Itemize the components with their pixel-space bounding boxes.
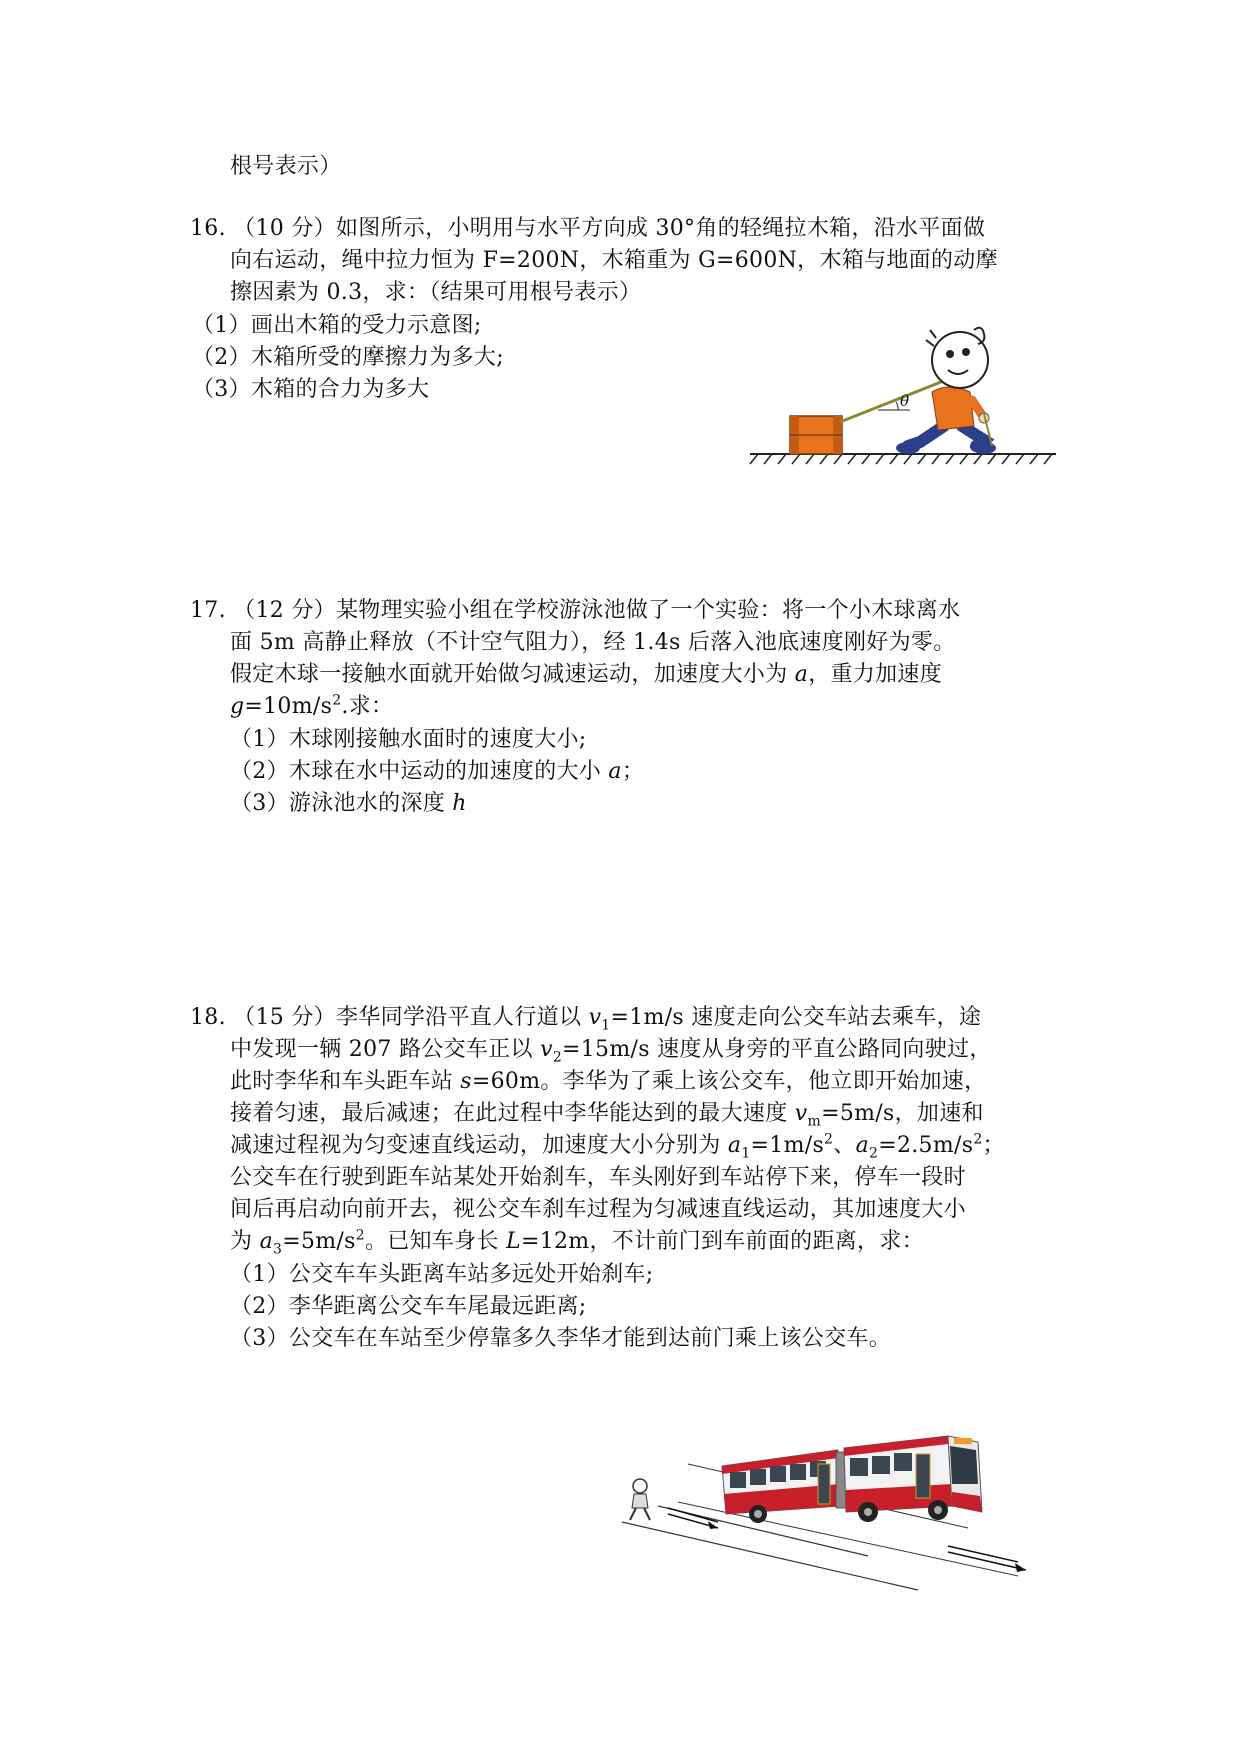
angle-theta-label: θ: [900, 392, 910, 410]
q17-sub-2: （2）木球在水中运动的加速度的大小 a；: [230, 759, 645, 784]
q18-sub-3: （3）公交车在车站至少停靠多久李华才能到达前门乘上该公交车。: [230, 1326, 891, 1351]
q16-line-3: 擦因素为 0.3，求：（结果可用根号表示）: [230, 280, 642, 305]
figure-boy-pulling-crate: [748, 322, 1060, 470]
person-lihua: [630, 1479, 650, 1520]
q18-line-4: 接着匀速，最后减速；在此过程中李华能达到的最大速度 $v_m=5m/s$，加速和: [230, 1101, 984, 1130]
q18-line-3: 此时李华和车头距车站 s=60m。李华为了乘上该公交车，他立即开始加速，: [230, 1069, 987, 1094]
q18-line-7: 间后再启动向前开去，视公交车刹车过程为匀减速直线运动，其加速度大小: [230, 1197, 966, 1222]
rope: [840, 380, 946, 422]
q18-line-8: 为 $a_3=5m/s^2$。已知车身长 L=12m，不计前门到车前面的距离，求：: [230, 1227, 924, 1258]
q17-line-3: 假定木球一接触水面就开始做匀减速运动，加速度大小为 a，重力加速度: [230, 662, 943, 687]
q18-line-5: 减速过程视为匀变速直线运动，加速度大小分别为 $a_1=1m/s^2$、$a_2=2.5m/s^2$；: [230, 1131, 1005, 1162]
bus-velocity-arrow: [948, 1546, 1026, 1572]
continuation-line: 根号表示）: [230, 154, 342, 179]
q17-sub-1: （1）木球刚接触水面时的速度大小;: [230, 727, 587, 752]
q17-line-2: 面 5m 高静止释放（不计空气阻力），经 1.4s 后落入池底速度刚好为零。: [230, 630, 956, 655]
q16-sub-1: （1）画出木箱的受力示意图;: [192, 313, 482, 338]
q18-sub-1: （1）公交车车头距离车站多远处开始刹车;: [230, 1262, 654, 1287]
articulated-bus: [722, 1436, 982, 1523]
q18-line-1: 18. （15 分）李华同学沿平直人行道以 $v_1=1m/s$ 速度走向公交车站去乘车，途: [190, 1005, 982, 1034]
figure-bus-and-person: [618, 1428, 1038, 1596]
q18-line-2: 中发现一辆 207 路公交车正以 $v_2=15m/s$ 速度从身旁的平直公路同向驶过，: [230, 1037, 992, 1066]
crate: [790, 416, 842, 454]
q17-line-1: 17. （12 分）某物理实验小组在学校游泳池做了一个实验：将一个小木球离水: [190, 598, 961, 623]
boy-character: [896, 328, 996, 454]
q16-sub-2: （2）木箱所受的摩擦力为多大;: [192, 345, 504, 370]
q17-line-4: $g=10m/s^2$.求：: [230, 692, 394, 719]
q17-sub-3: （3）游泳池水的深度 h: [230, 791, 467, 816]
q16-line-2: 向右运动，绳中拉力恒为 F=200N，木箱重为 G=600N，木箱与地面的动摩: [230, 248, 998, 273]
q18-sub-2: （2）李华距离公交车车尾最远距离;: [230, 1294, 587, 1319]
q16-line-1: 16. （10 分）如图所示，小明用与水平方向成 30°角的轻绳拉木箱，沿水平面做: [190, 216, 986, 241]
q18-line-6: 公交车在行驶到距车站某处开始刹车，车头刚好到车站停下来，停车一段时: [230, 1165, 966, 1190]
q16-sub-3: （3）木箱的合力为多大: [192, 377, 430, 402]
